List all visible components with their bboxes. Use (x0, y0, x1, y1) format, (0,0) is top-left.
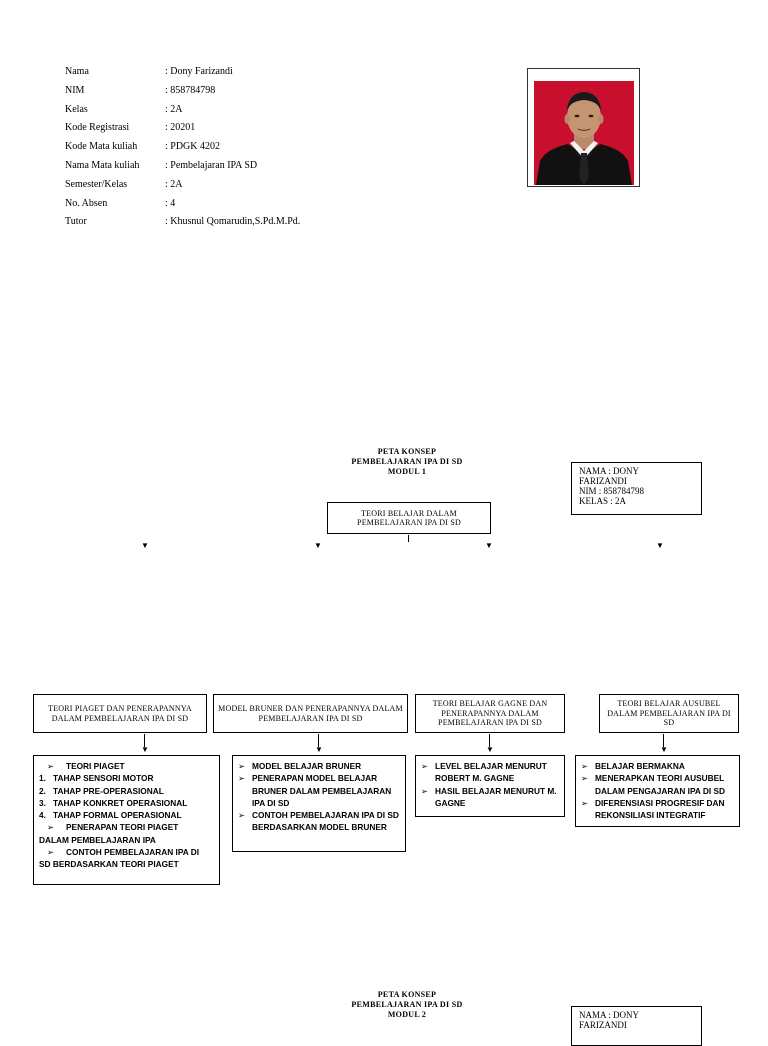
detail-box-gagne (415, 755, 565, 817)
arrow-bullet-icon: ➢ (581, 773, 588, 784)
list-item-text: TAHAP FORMAL OPERASIONAL (53, 810, 182, 821)
arrow-bullet-icon: ➢ (47, 761, 54, 771)
concept-map-heading: PETA KONSEP (377, 990, 437, 999)
arrow-down-icon: ▼ (141, 541, 149, 550)
list-item (238, 760, 400, 772)
list-item (39, 797, 214, 809)
detail-box-bruner (232, 755, 406, 852)
identity-value: : 20201 (165, 122, 196, 134)
branch-heading-label: TEORI BELAJAR AUSUBEL DALAM PEMBELAJARAN IPA DI SD (607, 699, 731, 728)
identity-value: : Dony Farizandi (165, 66, 233, 77)
identity-value: : 2A (165, 103, 183, 115)
list-item-text: DIFERENSIASI PROGRESIF DAN REKONSILIASI INTEGRATIF (595, 797, 725, 821)
identity-value: : Pembelajaran IPA SD (165, 160, 258, 171)
detail-box-ausubel (575, 755, 740, 827)
list-item (238, 809, 400, 834)
profile-photo (534, 81, 634, 185)
arrow-down-icon: ▼ (314, 541, 322, 550)
branch-heading-label: TEORI PIAGET DAN PENERAPANNYA DALAM PEMBELAJARAN IPA DI SD (48, 704, 192, 723)
module1-title (330, 447, 484, 477)
identity-value: : 2A (165, 178, 183, 190)
identity-value: : Khusnul Qomarudin,S.Pd.M.Pd. (165, 216, 301, 228)
branch-heading-bruner (213, 694, 408, 733)
list-item (581, 760, 734, 772)
info-name-cont: FARIZANDI (579, 1020, 627, 1030)
arrow-bullet-icon: ➢ (238, 810, 245, 821)
list-item-text: PENERAPAN TEORI PIAGET (66, 822, 179, 833)
identity-label: No. Absen (65, 197, 108, 209)
list-item-text: LEVEL BELAJAR MENURUT ROBERT M. GAGNE (435, 761, 547, 784)
list-item-text: DALAM PEMBELAJARAN IPA (39, 834, 156, 845)
identity-label: Tutor (65, 216, 87, 228)
identity-value: : 858784798 (165, 84, 216, 96)
identity-label: NIM (65, 84, 85, 96)
info-kelas: KELAS : 2A (579, 496, 626, 506)
arrow-bullet-icon: ➢ (581, 761, 588, 771)
concept-map-subject: PEMBELAJARAN IPA DI SD (351, 457, 463, 466)
arrow-bullet-icon: ➢ (238, 773, 245, 784)
module-number: MODUL 1 (387, 467, 427, 476)
list-item (421, 785, 559, 810)
list-item (581, 797, 734, 822)
list-item (39, 760, 214, 772)
photo-frame (527, 68, 640, 187)
identity-label: Semester/Kelas (65, 178, 128, 190)
identity-label: Kode Registrasi (65, 122, 130, 134)
list-item-text: CONTOH PEMBELAJARAN IPA DI (66, 847, 200, 858)
arrow-bullet-icon: ➢ (581, 797, 588, 808)
list-item-text: MODEL BELAJAR BRUNER (252, 761, 362, 771)
list-number: 4. (39, 810, 46, 821)
list-item (39, 834, 214, 846)
identity-label: Nama Mata kuliah (65, 160, 140, 171)
list-item-text: HASIL BELAJAR MENURUT M. GAGNE (435, 785, 557, 808)
identity-label: Kode Mata kuliah (65, 141, 138, 153)
arrow-bullet-icon: ➢ (47, 822, 54, 833)
info-name: NAMA : DONY (579, 1010, 640, 1020)
list-item (39, 772, 214, 784)
arrow-down-icon: ▼ (660, 745, 668, 754)
arrow-down-icon: ▼ (315, 745, 323, 754)
person-portrait-icon (534, 81, 634, 185)
list-item-text: PENERAPAN MODEL BELAJAR BRUNER DALAM PEMBELAJARAN IPA DI SD (252, 773, 392, 808)
identity-value: : 4 (165, 197, 176, 209)
arrow-bullet-icon: ➢ (421, 761, 428, 771)
list-item (39, 785, 214, 797)
arrow-bullet-icon: ➢ (238, 761, 245, 771)
list-item-text: SD BERDASARKAN TEORI PIAGET (39, 859, 179, 870)
branch-heading-ausubel (599, 694, 739, 733)
branch-heading-gagne (415, 694, 565, 733)
concept-map-heading: PETA KONSEP (377, 447, 437, 456)
list-item (39, 821, 214, 833)
list-item-text: TAHAP PRE-OPERASIONAL (53, 785, 164, 796)
list-number: 1. (39, 773, 46, 784)
root-concept-box (327, 502, 491, 534)
list-item (581, 772, 734, 797)
branch-heading-label: MODEL BRUNER DAN PENERAPANNYA DALAM PEMBELAJARAN IPA DI SD (218, 704, 403, 723)
list-number: 3. (39, 797, 46, 808)
list-item (238, 772, 400, 809)
arrow-bullet-icon: ➢ (47, 847, 54, 858)
list-item (39, 809, 214, 821)
arrow-down-icon: ▼ (656, 541, 664, 550)
identity-label: Nama (65, 66, 89, 77)
module1-student-info (571, 462, 702, 515)
identity-label: Kelas (65, 103, 88, 115)
module2-title (330, 990, 484, 1020)
list-item-text: TAHAP KONKRET OPERASIONAL (53, 797, 188, 808)
arrow-down-icon: ▼ (141, 745, 149, 754)
list-item (39, 858, 214, 870)
module2-student-info (571, 1006, 702, 1046)
root-connector (408, 535, 409, 542)
list-item-text: BELAJAR BERMAKNA (595, 761, 685, 771)
list-item (421, 760, 559, 785)
arrow-down-icon: ▼ (486, 745, 494, 754)
arrow-down-icon: ▼ (485, 541, 493, 550)
root-concept-label: TEORI BELAJAR DALAM PEMBELAJARAN IPA DI SD (357, 508, 461, 527)
list-item-text: TAHAP SENSORI MOTOR (53, 773, 154, 784)
info-name: NAMA : DONY (579, 466, 640, 476)
detail-box-piaget (33, 755, 220, 885)
list-item-text: TEORI PIAGET (66, 761, 125, 771)
list-item-text: CONTOH PEMBELAJARAN IPA DI SD BERDASARKAN MODEL BRUNER (252, 810, 399, 833)
info-nim: NIM : 858784798 (579, 486, 644, 496)
identity-value: : PDGK 4202 (165, 141, 221, 153)
list-number: 2. (39, 785, 46, 796)
branch-heading-piaget (33, 694, 207, 733)
list-item (39, 846, 214, 858)
list-item-text: MENERAPKAN TEORI AUSUBEL DALAM PENGAJARAN IPA DI SD (595, 773, 725, 796)
module-number: MODUL 2 (387, 1010, 427, 1019)
arrow-bullet-icon: ➢ (421, 785, 428, 796)
branch-heading-label: TEORI BELAJAR GAGNE DAN PENERAPANNYA DALAM PEMBELAJARAN IPA DI SD (432, 699, 548, 728)
concept-map-subject: PEMBELAJARAN IPA DI SD (351, 1000, 463, 1009)
info-name-cont: FARIZANDI (579, 476, 627, 486)
